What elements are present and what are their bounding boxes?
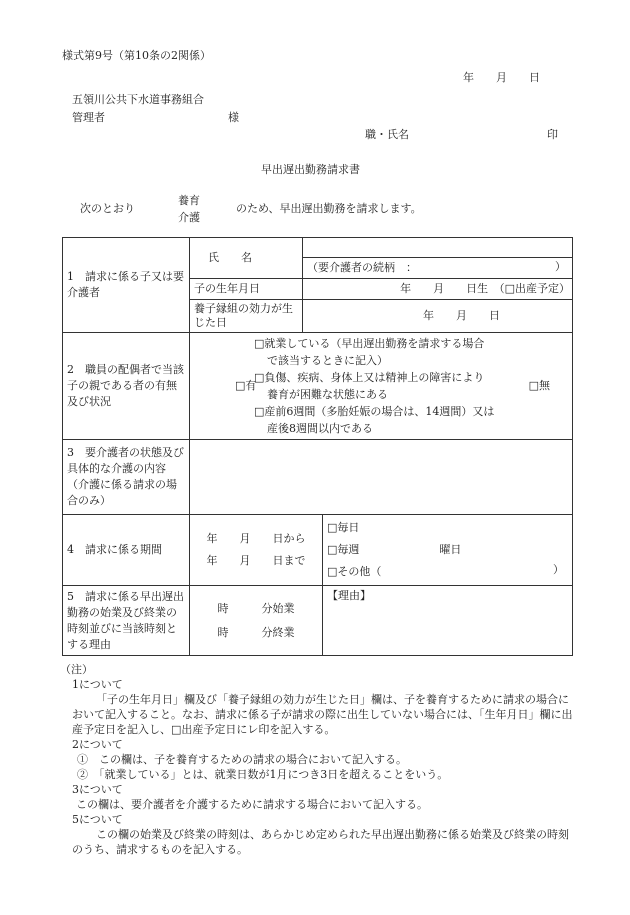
section4-label: 4 請求に係る期間 bbox=[63, 515, 190, 586]
notes-section bbox=[62, 662, 577, 857]
honorific: 様 bbox=[228, 111, 239, 124]
intro-suffix: のため、早出遅出勤務を請求します。 bbox=[236, 202, 422, 215]
other-checkbox[interactable]: □その他（ bbox=[327, 565, 382, 578]
note3-title: 3について bbox=[72, 783, 123, 796]
note1-title: 1について bbox=[72, 678, 123, 691]
option-injury-illness-note: 養育が困難な状態にある bbox=[267, 388, 388, 401]
page-title: 早出遅出勤務請求書 bbox=[261, 163, 360, 176]
period-from: 年 月 日から bbox=[206, 532, 306, 545]
other-close: ） bbox=[553, 563, 564, 576]
form-number: 様式第9号（第10条の2関係） bbox=[62, 49, 211, 62]
option-maternity-note: 産後8週間以内である bbox=[267, 422, 373, 435]
note5-text: この欄の始業及び終業の時刻は、あらかじめ定められた早出遅出勤務に係る始業及び終業の時刻のうち、請求するものを記入する。 bbox=[72, 828, 569, 856]
period-field[interactable] bbox=[190, 515, 323, 586]
note3-text: この欄は、要介護者を介護するために請求する場合において記入する。 bbox=[76, 798, 428, 811]
requester-name-label: 職・氏名 bbox=[365, 128, 409, 141]
spouse-no-checkbox[interactable]: □無 bbox=[528, 379, 550, 392]
intro-prefix: 次のとおり bbox=[80, 202, 135, 215]
intro-option-nursing: 介護 bbox=[178, 211, 200, 224]
note2-title: 2について bbox=[72, 738, 123, 751]
reason-field[interactable] bbox=[323, 586, 573, 656]
section5-label: 5 請求に係る早出遅出勤務の始業及び終業の時刻並びに当該時刻とする理由 bbox=[63, 586, 190, 656]
child-name-label: 氏 名 bbox=[190, 238, 303, 279]
relation-field[interactable] bbox=[303, 258, 573, 279]
adoption-date-field[interactable]: 年 月 日 bbox=[303, 300, 573, 333]
section3-label: 3 要介護者の状態及び具体的な介護の内容（介護に係る請求の場合のみ） bbox=[63, 440, 190, 515]
weekly-checkbox[interactable]: □毎週 曜日 bbox=[327, 543, 462, 556]
adoption-date-label: 養子縁組の効力が生じた日 bbox=[190, 300, 303, 333]
request-form-table bbox=[62, 237, 573, 656]
notes-heading: （注） bbox=[60, 663, 93, 676]
option-injury-illness[interactable]: □負傷、疾病、身体上又は精神上の障害により bbox=[254, 371, 485, 384]
intro-option-care: 養育 bbox=[178, 194, 200, 207]
start-time: 時 分始業 bbox=[217, 601, 295, 615]
note2-item1: ① この欄は、子を養育するための請求の場合において記入する。 bbox=[77, 753, 407, 766]
option-maternity[interactable]: □産前6週間（多胎妊娠の場合は、14週間）又は bbox=[254, 405, 495, 418]
note2-item2: ② 「就業している」とは、就業日数が1月につき3日を超えることをいう。 bbox=[77, 768, 449, 781]
care-details-field[interactable] bbox=[190, 440, 573, 515]
note5-title: 5について bbox=[72, 813, 123, 826]
option-employed[interactable]: □就業している（早出遅出勤務を請求する場合 bbox=[254, 337, 485, 350]
end-time: 時 分終業 bbox=[217, 625, 295, 639]
daily-checkbox[interactable]: □毎日 bbox=[327, 521, 360, 534]
reason-label: 【理由】 bbox=[327, 589, 371, 602]
spouse-yes-checkbox[interactable]: □有 bbox=[235, 379, 257, 392]
seal-mark: 印 bbox=[547, 128, 558, 141]
frequency-field bbox=[323, 515, 573, 586]
weekday-label: 曜日 bbox=[439, 543, 462, 556]
birthdate-label: 子の生年月日 bbox=[190, 279, 303, 300]
note1-text: 「子の生年月日」欄及び「養子縁組の効力が生じた日」欄は、子を養育するために請求の場合において記入すること。なお、請求に係る子が請求の際に出生していない場合には、「生年月日」欄に出産予定日を記入し、□出産予定日にレ印を記入する。 bbox=[72, 693, 573, 736]
child-name-field[interactable] bbox=[303, 238, 573, 258]
section2-label: 2 職員の配偶者で当該子の親である者の有無及び状況 bbox=[63, 333, 190, 440]
spouse-status-options bbox=[254, 335, 494, 437]
option-employed-note: で該当するときに記入） bbox=[267, 354, 388, 367]
date-placeholder: 年 月 日 bbox=[463, 71, 540, 84]
spouse-status-field bbox=[190, 333, 573, 440]
time-field[interactable] bbox=[190, 586, 323, 656]
relation-label: （要介護者の続柄 ： bbox=[307, 261, 417, 274]
addressee: 管理者 bbox=[72, 111, 105, 124]
organization-name: 五領川公共下水道事務組合 bbox=[72, 93, 204, 106]
relation-close: ） bbox=[555, 260, 566, 273]
period-to: 年 月 日まで bbox=[206, 554, 306, 567]
section1-label: 1 請求に係る子又は要介護者 bbox=[63, 238, 190, 333]
birthdate-field[interactable]: 年 月 日生 （□出産予定） bbox=[303, 279, 573, 300]
